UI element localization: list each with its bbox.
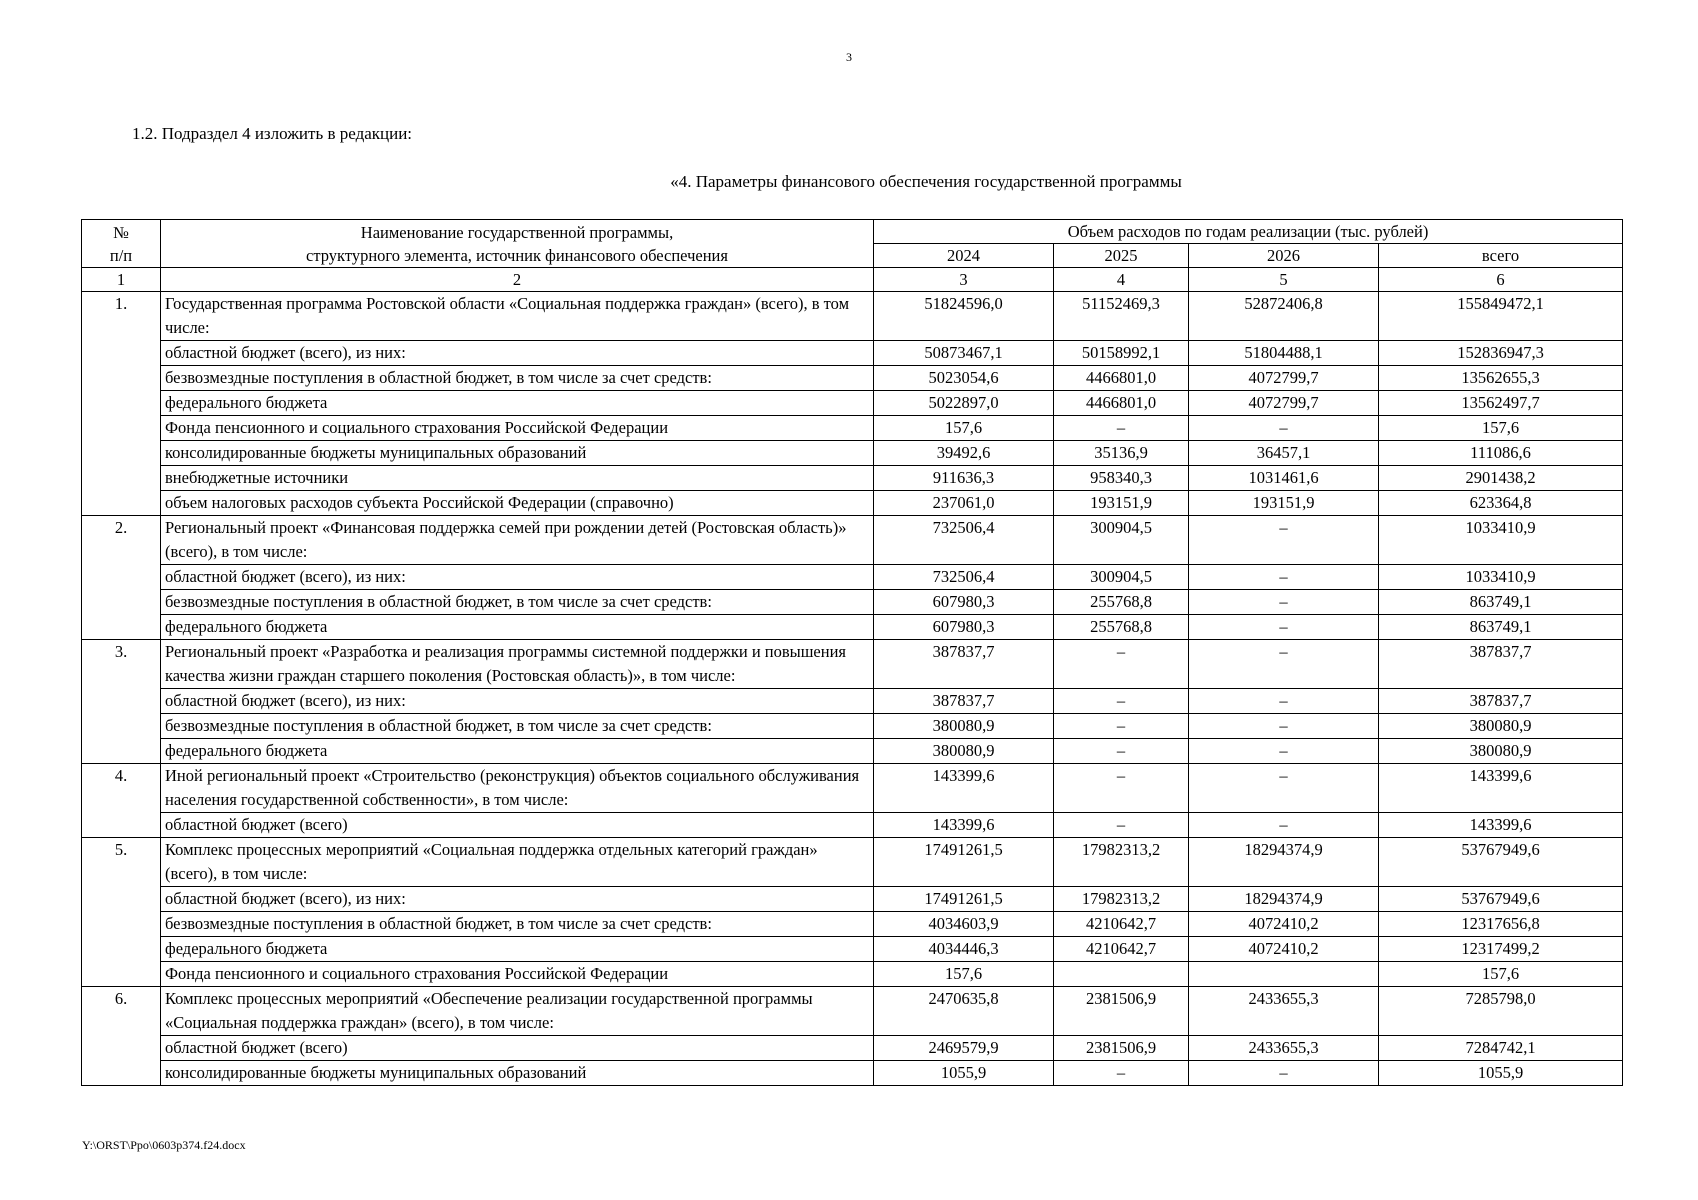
value-2025: 17982313,2 (1054, 838, 1189, 887)
value-2026: – (1189, 416, 1379, 441)
value-2025: – (1054, 764, 1189, 813)
row-name: Иной региональный проект «Строительство (реконструкция) объектов социального обслуживания населения государственной собственности», в том числе: (161, 764, 874, 813)
header-year-2024: 2024 (874, 244, 1054, 268)
value-2026: 4072410,2 (1189, 937, 1379, 962)
value-total: 53767949,6 (1379, 887, 1623, 912)
column-number: 4 (1054, 268, 1189, 292)
value-2025: 958340,3 (1054, 466, 1189, 491)
column-number: 3 (874, 268, 1054, 292)
value-total: 863749,1 (1379, 615, 1623, 640)
row-name: Комплекс процессных мероприятий «Обеспечение реализации государственной программы «Социальная поддержка граждан» (всего), в том числе: (161, 987, 874, 1036)
header-name (161, 220, 874, 268)
value-2025: – (1054, 1061, 1189, 1086)
value-2025: – (1054, 416, 1189, 441)
value-total: 1033410,9 (1379, 516, 1623, 565)
row-name: федерального бюджета (161, 615, 874, 640)
value-2024: 17491261,5 (874, 838, 1054, 887)
row-number: 6. (82, 987, 161, 1086)
value-2024: 387837,7 (874, 689, 1054, 714)
value-2024: 387837,7 (874, 640, 1054, 689)
row-name: федерального бюджета (161, 391, 874, 416)
value-2025: 4210642,7 (1054, 912, 1189, 937)
value-total: 157,6 (1379, 416, 1623, 441)
header-year-2026: 2026 (1189, 244, 1379, 268)
row-name: безвозмездные поступления в областной бюджет, в том числе за счет средств: (161, 366, 874, 391)
header-num-line2: п/п (109, 245, 133, 265)
value-2025: 2381506,9 (1054, 987, 1189, 1036)
value-2024: 4034603,9 (874, 912, 1054, 937)
value-2025: 193151,9 (1054, 491, 1189, 516)
value-2026: 4072799,7 (1189, 366, 1379, 391)
value-2024: 380080,9 (874, 714, 1054, 739)
value-total: 2901438,2 (1379, 466, 1623, 491)
value-2024: 39492,6 (874, 441, 1054, 466)
value-2026: – (1189, 689, 1379, 714)
table-title: «4. Параметры финансового обеспечения государственной программы (670, 172, 1182, 191)
table-row (82, 1061, 1623, 1086)
value-2024: 2469579,9 (874, 1036, 1054, 1061)
value-2026: 193151,9 (1189, 491, 1379, 516)
value-2026: – (1189, 590, 1379, 615)
header-total: всего (1379, 244, 1623, 268)
table-row (82, 516, 1623, 565)
table-row (82, 292, 1623, 341)
value-2025: 4210642,7 (1054, 937, 1189, 962)
value-2026: – (1189, 640, 1379, 689)
row-name: областной бюджет (всего), из них: (161, 565, 874, 590)
value-total: 13562655,3 (1379, 366, 1623, 391)
table-row (82, 764, 1623, 813)
value-2025: 51152469,3 (1054, 292, 1189, 341)
value-2026: 2433655,3 (1189, 1036, 1379, 1061)
value-2024: 17491261,5 (874, 887, 1054, 912)
table-row (82, 887, 1623, 912)
value-2026: – (1189, 615, 1379, 640)
row-name: федерального бюджета (161, 739, 874, 764)
value-2026: – (1189, 739, 1379, 764)
value-2026: – (1189, 516, 1379, 565)
row-name: консолидированные бюджеты муниципальных образований (161, 1061, 874, 1086)
value-2025: – (1054, 813, 1189, 838)
row-name: консолидированные бюджеты муниципальных образований (161, 441, 874, 466)
value-total: 143399,6 (1379, 764, 1623, 813)
value-2026: 52872406,8 (1189, 292, 1379, 341)
value-2024: 50873467,1 (874, 341, 1054, 366)
value-2025: – (1054, 739, 1189, 764)
financing-table (81, 219, 1623, 1086)
value-2026: 4072410,2 (1189, 912, 1379, 937)
value-total: 387837,7 (1379, 689, 1623, 714)
value-total: 157,6 (1379, 962, 1623, 987)
row-name: Государственная программа Ростовской области «Социальная поддержка граждан» (всего), в том числе: (161, 292, 874, 341)
table-row (82, 341, 1623, 366)
value-2025: 50158992,1 (1054, 341, 1189, 366)
row-name: безвозмездные поступления в областной бюджет, в том числе за счет средств: (161, 714, 874, 739)
value-2024: 5022897,0 (874, 391, 1054, 416)
value-total: 152836947,3 (1379, 341, 1623, 366)
value-total: 380080,9 (1379, 739, 1623, 764)
row-name: областной бюджет (всего), из них: (161, 689, 874, 714)
table-row (82, 714, 1623, 739)
table-row (82, 689, 1623, 714)
value-total: 623364,8 (1379, 491, 1623, 516)
value-2024: 607980,3 (874, 590, 1054, 615)
value-2026: – (1189, 565, 1379, 590)
value-2024: 157,6 (874, 962, 1054, 987)
row-name: объем налоговых расходов субъекта Российской Федерации (справочно) (161, 491, 874, 516)
value-2026: – (1189, 714, 1379, 739)
value-2025: 255768,8 (1054, 615, 1189, 640)
column-numbers-row (82, 268, 1623, 292)
value-2025 (1054, 962, 1189, 987)
row-name: безвозмездные поступления в областной бюджет, в том числе за счет средств: (161, 590, 874, 615)
row-name: внебюджетные источники (161, 466, 874, 491)
value-total: 7285798,0 (1379, 987, 1623, 1036)
table-row (82, 838, 1623, 887)
value-2024: 5023054,6 (874, 366, 1054, 391)
row-number: 2. (82, 516, 161, 640)
header-name-line2: структурного элемента, источник финансового обеспечения (306, 245, 728, 265)
value-total: 7284742,1 (1379, 1036, 1623, 1061)
row-number: 1. (82, 292, 161, 516)
value-2024: 732506,4 (874, 516, 1054, 565)
row-name: федерального бюджета (161, 937, 874, 962)
value-2026: 51804488,1 (1189, 341, 1379, 366)
table-row (82, 912, 1623, 937)
row-name: областной бюджет (всего) (161, 813, 874, 838)
header-name-line1: Наименование государственной программы, (360, 222, 674, 242)
header-year-2025: 2025 (1054, 244, 1189, 268)
table-row (82, 1036, 1623, 1061)
row-name: областной бюджет (всего) (161, 1036, 874, 1061)
row-name: Региональный проект «Финансовая поддержка семей при рождении детей (Ростовская область)» (всего), в том числе: (161, 516, 874, 565)
value-2025: – (1054, 689, 1189, 714)
table-row (82, 590, 1623, 615)
value-2024: 380080,9 (874, 739, 1054, 764)
value-total: 380080,9 (1379, 714, 1623, 739)
value-total: 1055,9 (1379, 1061, 1623, 1086)
value-total: 12317656,8 (1379, 912, 1623, 937)
value-2025: – (1054, 640, 1189, 689)
value-2024: 51824596,0 (874, 292, 1054, 341)
value-2025: 17982313,2 (1054, 887, 1189, 912)
column-number: 6 (1379, 268, 1623, 292)
value-2025: 4466801,0 (1054, 391, 1189, 416)
value-2026: 1031461,6 (1189, 466, 1379, 491)
footer-file-path: Y:\ORST\Ppo\0603p374.f24.docx (82, 1138, 246, 1152)
value-2026: – (1189, 764, 1379, 813)
value-2026: 18294374,9 (1189, 887, 1379, 912)
value-2025: 35136,9 (1054, 441, 1189, 466)
table-row (82, 987, 1623, 1036)
row-name: областной бюджет (всего), из них: (161, 341, 874, 366)
page-number: 3 (846, 50, 852, 64)
value-total: 12317499,2 (1379, 937, 1623, 962)
row-name: областной бюджет (всего), из них: (161, 887, 874, 912)
value-2025: 255768,8 (1054, 590, 1189, 615)
header-num-line1: № (113, 222, 129, 242)
table-row (82, 565, 1623, 590)
table-row (82, 391, 1623, 416)
table-row (82, 813, 1623, 838)
row-name: Региональный проект «Разработка и реализация программы системной поддержки и повышения качества жизни граждан старшего поколения (Ростовская область)», в том числе: (161, 640, 874, 689)
table-row (82, 937, 1623, 962)
table-row (82, 466, 1623, 491)
row-number: 3. (82, 640, 161, 764)
value-total: 387837,7 (1379, 640, 1623, 689)
row-number: 5. (82, 838, 161, 987)
intro-text: 1.2. Подраздел 4 изложить в редакции: (132, 124, 413, 143)
value-2026 (1189, 962, 1379, 987)
table-row (82, 441, 1623, 466)
table-row (82, 416, 1623, 441)
column-number: 5 (1189, 268, 1379, 292)
value-2024: 911636,3 (874, 466, 1054, 491)
table-row (82, 615, 1623, 640)
value-total: 53767949,6 (1379, 838, 1623, 887)
value-total: 863749,1 (1379, 590, 1623, 615)
value-2024: 143399,6 (874, 764, 1054, 813)
value-2024: 4034446,3 (874, 937, 1054, 962)
row-name: Фонда пенсионного и социального страхования Российской Федерации (161, 962, 874, 987)
value-2024: 607980,3 (874, 615, 1054, 640)
value-2025: 4466801,0 (1054, 366, 1189, 391)
value-2024: 1055,9 (874, 1061, 1054, 1086)
value-total: 1033410,9 (1379, 565, 1623, 590)
row-name: Комплекс процессных мероприятий «Социальная поддержка отдельных категорий граждан» (всего), в том числе: (161, 838, 874, 887)
value-2025: 300904,5 (1054, 516, 1189, 565)
column-number: 2 (161, 268, 874, 292)
value-total: 111086,6 (1379, 441, 1623, 466)
table-row (82, 491, 1623, 516)
column-number: 1 (82, 268, 161, 292)
table-row (82, 739, 1623, 764)
value-2026: – (1189, 813, 1379, 838)
value-2025: – (1054, 714, 1189, 739)
table-row (82, 962, 1623, 987)
value-2026: 4072799,7 (1189, 391, 1379, 416)
header-num (82, 220, 161, 268)
value-total: 155849472,1 (1379, 292, 1623, 341)
row-name: Фонда пенсионного и социального страхования Российской Федерации (161, 416, 874, 441)
value-total: 143399,6 (1379, 813, 1623, 838)
row-name: безвозмездные поступления в областной бюджет, в том числе за счет средств: (161, 912, 874, 937)
table-row (82, 640, 1623, 689)
value-2025: 300904,5 (1054, 565, 1189, 590)
value-2024: 732506,4 (874, 565, 1054, 590)
value-2026: 36457,1 (1189, 441, 1379, 466)
value-total: 13562497,7 (1379, 391, 1623, 416)
value-2026: 2433655,3 (1189, 987, 1379, 1036)
value-2026: – (1189, 1061, 1379, 1086)
value-2024: 237061,0 (874, 491, 1054, 516)
value-2024: 2470635,8 (874, 987, 1054, 1036)
value-2025: 2381506,9 (1054, 1036, 1189, 1061)
value-2024: 143399,6 (874, 813, 1054, 838)
table-row (82, 366, 1623, 391)
value-2026: 18294374,9 (1189, 838, 1379, 887)
value-2024: 157,6 (874, 416, 1054, 441)
header-volume: Объем расходов по годам реализации (тыс. рублей) (874, 220, 1623, 244)
row-number: 4. (82, 764, 161, 838)
